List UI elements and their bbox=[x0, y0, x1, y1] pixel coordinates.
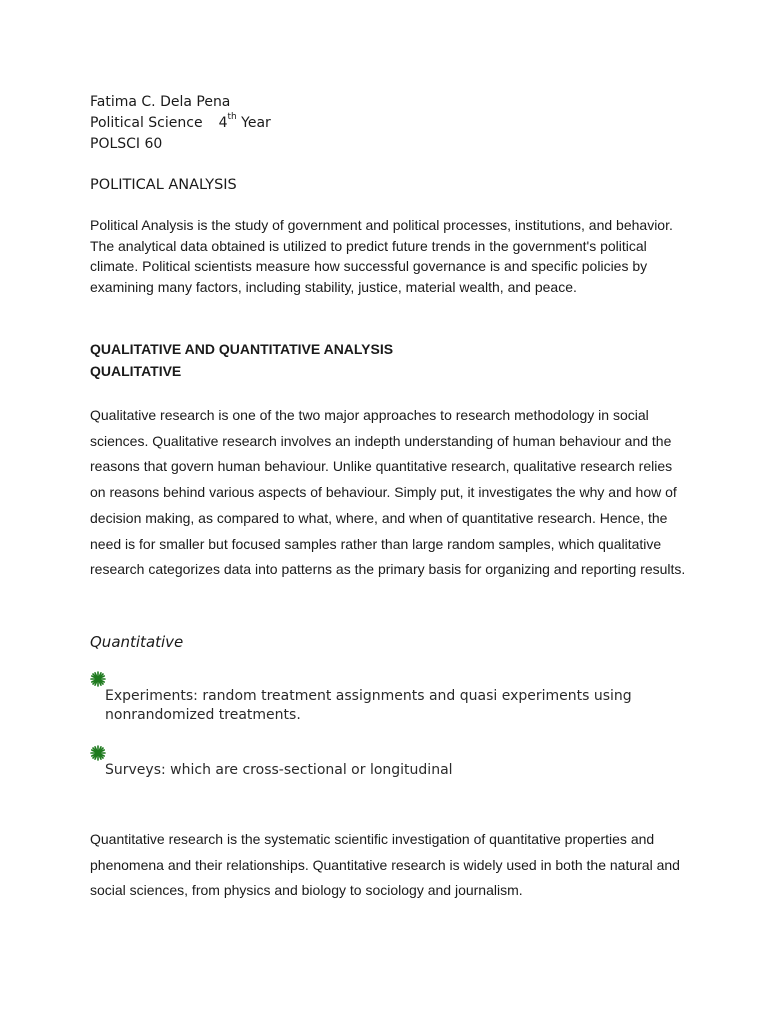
quantitative-heading: Quantitative bbox=[90, 633, 184, 651]
intro-paragraph: Political Analysis is the study of government and political processes, institutions, and behavior. The analytical data obtained is utilized to predict future trends in the government's political climate. Political scientists measure how successful governance is and specific policies by examining many factors, including stability, justice, material wealth, and peace. bbox=[90, 217, 673, 295]
bullet-item-surveys bbox=[90, 745, 690, 780]
section-title: POLITICAL ANALYSIS bbox=[90, 177, 237, 193]
qualitative-heading: QUALITATIVE bbox=[90, 363, 182, 379]
program-name: Political Science bbox=[90, 115, 203, 131]
year-word: Year bbox=[241, 115, 271, 131]
bullet-item-experiments bbox=[90, 671, 690, 725]
analysis-heading: QUALITATIVE AND QUANTITATIVE ANALYSIS bbox=[90, 341, 394, 357]
qualitative-paragraph: Qualitative research is one of the two major approaches to research methodology in social sciences. Qualitative research involves an indepth understanding of human behaviour and the reasons that govern human behaviour. Unlike quantitative research, qualitative research relies on reasons behind various aspects of behaviour. Simply put, it investigates the why and how of decision making, as compared to what, where, and when of quantitative research. Hence, the need is for smaller but focused samples rather than large random samples, which qualitative research categorizes data into patterns as the primary basis for organizing and reporting results. bbox=[90, 407, 686, 578]
course-code: POLSCI 60 bbox=[90, 136, 163, 152]
quantitative-paragraph: Quantitative research is the systematic scientific investigation of quantitative properties and phenomena and their relationships. Quantitative research is widely used in both the natural and social sciences, from physics and biology to sociology and journalism. bbox=[90, 831, 680, 899]
bullet-text: Experiments: random treatment assignments and quasi experiments using nonrandomized treatments. bbox=[105, 688, 632, 723]
year-suffix: th bbox=[227, 112, 237, 122]
author-name: Fatima C. Dela Pena bbox=[90, 94, 231, 110]
green-star-bullet-icon bbox=[90, 671, 106, 687]
green-star-bullet-icon bbox=[90, 745, 106, 761]
bullet-text: Surveys: which are cross-sectional or longitudinal bbox=[105, 762, 453, 778]
program-line bbox=[90, 113, 271, 133]
year-number: 4 bbox=[218, 115, 228, 131]
